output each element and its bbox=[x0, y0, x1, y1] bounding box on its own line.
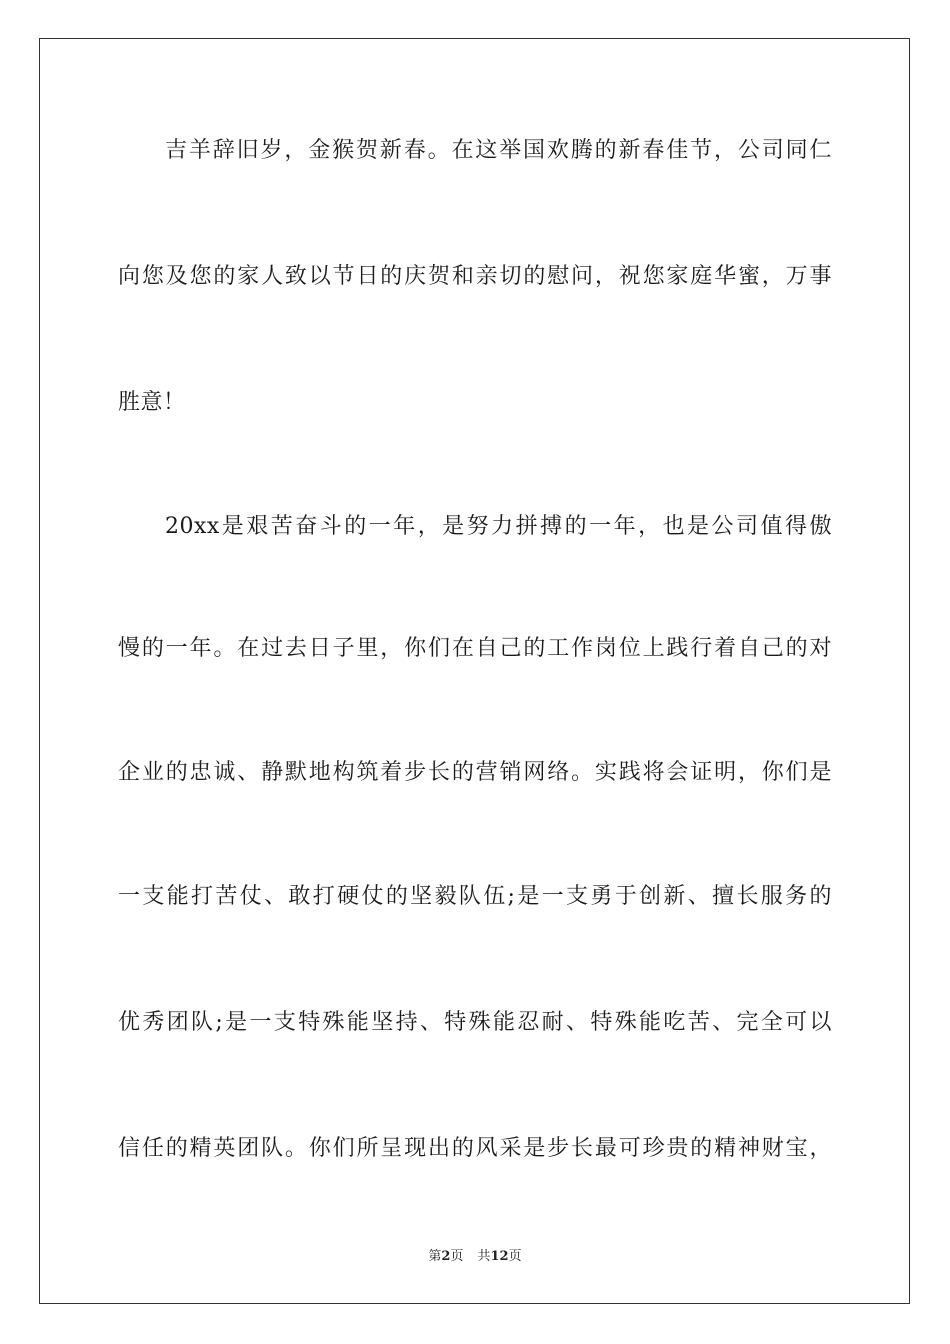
page-number: 2 bbox=[441, 1249, 451, 1264]
paragraph-2-line-1: 20xx是艰苦奋斗的一年，是努力拼搏的一年，也是公司值得傲 bbox=[165, 514, 832, 539]
page-suffix: 页 bbox=[450, 1249, 464, 1264]
total-pages: 12 bbox=[490, 1249, 509, 1264]
paragraph-2-line-4: 一支能打苦仗、敢打硬仗的坚毅队伍;是一支勇于创新、擅长服务的 bbox=[118, 884, 832, 909]
paragraph-2-line-2: 慢的一年。在过去日子里，你们在自己的工作岗位上践行着自己的对 bbox=[118, 636, 832, 661]
page-footer bbox=[0, 1248, 950, 1266]
paragraph-1-line-1: 吉羊辞旧岁，金猴贺新春。在这举国欢腾的新春佳节，公司同仁 bbox=[165, 138, 832, 163]
paragraph-1-line-3: 胜意！ bbox=[118, 390, 186, 415]
paragraph-1-line-2: 向您及您的家人致以节日的庆贺和亲切的慰问，祝您家庭华蜜，万事 bbox=[118, 264, 832, 289]
total-prefix: 共 bbox=[477, 1249, 491, 1264]
page-prefix: 第 bbox=[428, 1249, 442, 1264]
paragraph-2-line-6: 信任的精英团队。你们所呈现出的风采是步长最可珍贵的精神财宝， bbox=[118, 1136, 832, 1161]
total-suffix: 页 bbox=[508, 1249, 522, 1264]
page-border bbox=[39, 38, 910, 1304]
paragraph-2-line-5: 优秀团队;是一支特殊能坚持、特殊能忍耐、特殊能吃苦、完全可以 bbox=[118, 1010, 832, 1035]
paragraph-2-line-3: 企业的忠诚、静默地构筑着步长的营销网络。实践将会证明，你们是 bbox=[118, 760, 832, 785]
